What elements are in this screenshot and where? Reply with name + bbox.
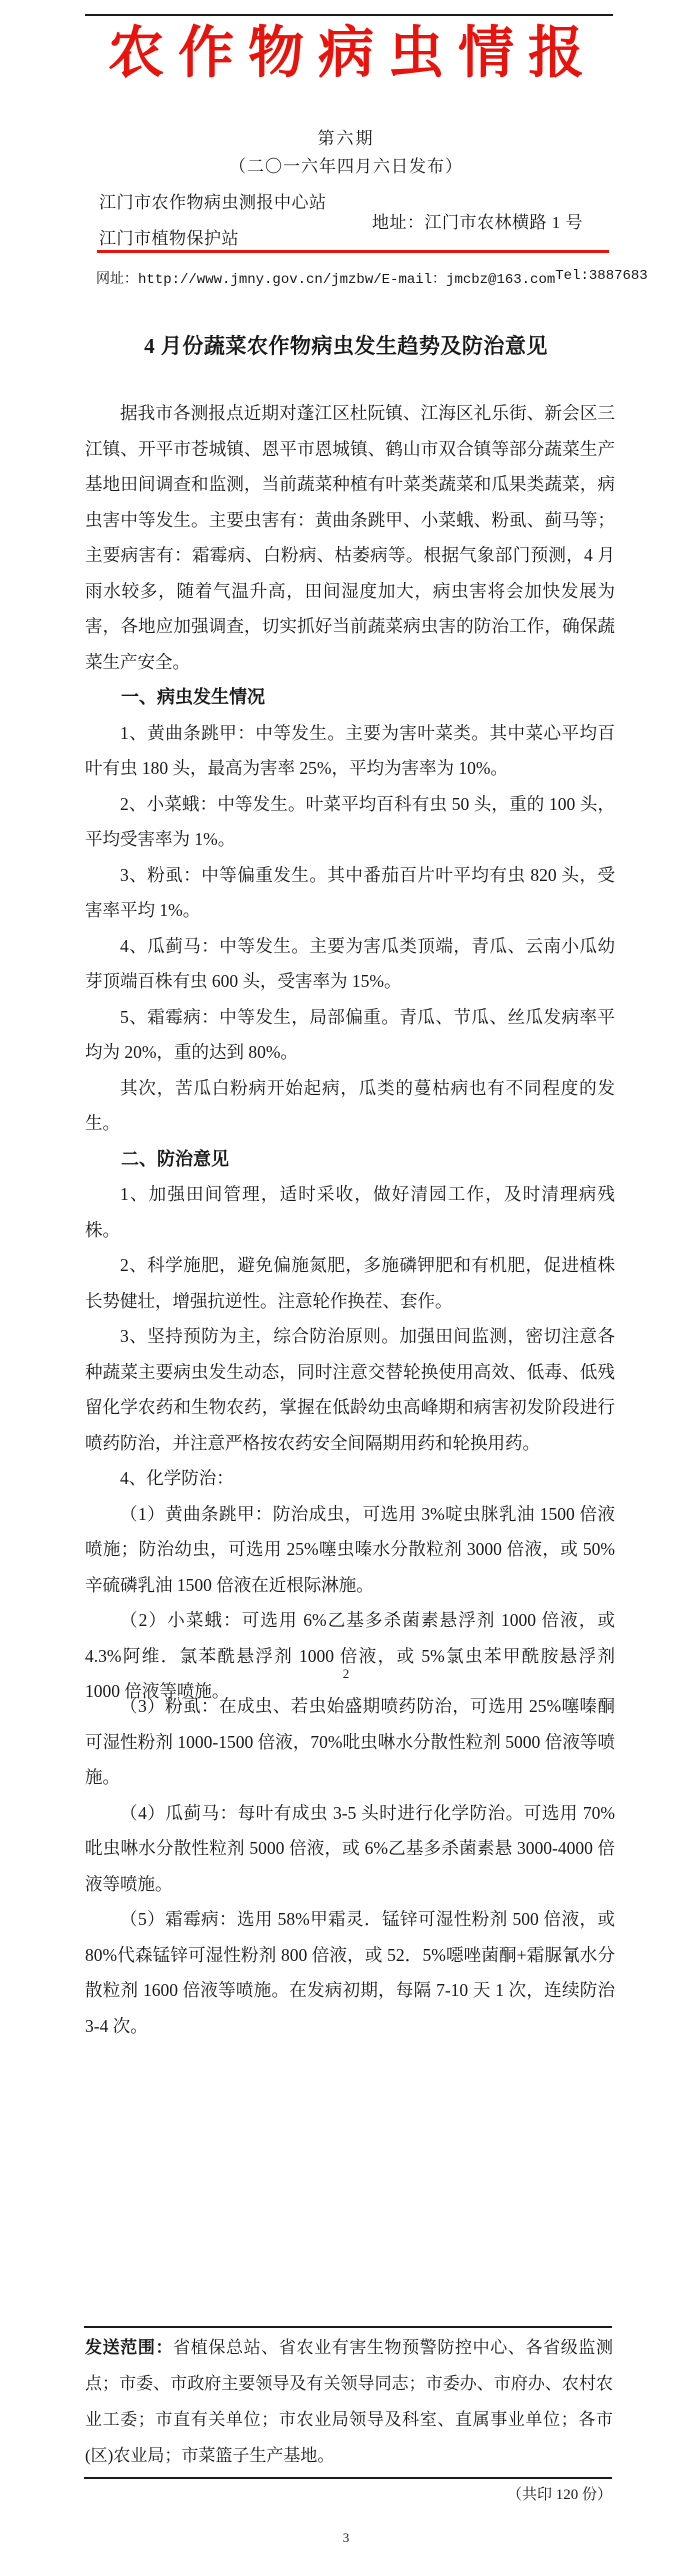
control-item: （3）粉虱：在成虫、若虫始盛期喷药防治，可选用 25%噻嗪酮可湿性粉剂 1000-1500 倍液，70%吡虫啉水分散性粒剂 5000 倍液等喷施。 [85,1696,615,1787]
pest-item: 1、黄曲条跳甲：中等发生。主要为害叶菜类。其中菜心平均百叶有虫 180 头，最高为害率 25%，平均为害率为 10%。 [85,722,615,778]
pest-item: 其次，苦瓜白粉病开始起病，瓜类的蔓枯病也有不同程度的发生。 [85,1077,615,1133]
pest-item: 2、小菜蛾：中等发生。叶菜平均百科有虫 50 头，重的 100 头，平均受害率为 1%。 [85,793,615,849]
page-2-number: 2 [342,1666,350,1681]
distribution-scope [85,2330,613,2474]
section-1-heading: 一、病虫发生情况 [121,687,265,707]
copies-note: （共印 120 份） [506,2487,612,2503]
telephone: Tel:3887683 [555,268,648,284]
website-url: 网址：http://www.jmny.gov.cn/jmzbw/ [96,272,382,288]
issue-number: 第六期 [317,129,375,148]
footer-bottom-rule [84,2477,612,2479]
contact-row [96,268,648,288]
page-3-number: 3 [342,2530,350,2545]
control-item: 3、坚持预防为主，综合防治原则。加强田间监测，密切注意各种蔬菜主要病虫发生动态，同时注意交替轮换使用高效、低毒、低残留化学农药和生物农药，掌握在低龄幼虫高峰期和病害初发阶段进行喷药防治，并注意严格按农药安全间隔期用药和轮换用药。 [85,1326,615,1453]
email-address: E-mail：jmcbz@163.com [381,272,556,288]
distribution-scope-label: 发送范围： [85,2338,174,2357]
masthead-title: 农作物病虫情报 [108,23,598,85]
footer-top-rule [84,2326,612,2328]
article-body-page2 [85,1689,615,2044]
control-item: （5）霜霉病：选用 58%甲霜灵．锰锌可湿性粉剂 500 倍液，或 80%代森锰锌可湿性粉剂 800 倍液，或 52．5%噁唑菌酮+霜脲氰水分散粒剂 1600 倍液等喷施。在发病初期，每隔 7-10 天 1 次，连续防治 3-4 次。 [85,1909,615,2036]
pest-item: 4、瓜蓟马：中等发生。主要为害瓜类顶端，青瓜、云南小瓜幼芽顶端百株有虫 600 头，受害率为 15%。 [85,935,615,991]
article-body-page1 [85,396,615,1710]
org-address: 地址：江门市农林横路 1 号 [372,213,583,232]
control-item: 4、化学防治： [120,1468,234,1488]
section-2-heading: 二、防治意见 [121,1148,229,1169]
distribution-scope-text: 省植保总站、省农业有害生物预警防控中心、各省级监测点；市委、市政府主要领导及有关领导同志；市委办、市府办、农村农业工委；市直有关单位；市农业局领导及科室、直属事业单位；各市(区)农业局；市菜篮子生产基地。 [85,2338,614,2465]
control-item: （1）黄曲条跳甲：防治成虫，可选用 3%啶虫脒乳油 1500 倍液喷施；防治幼虫，可选用 25%噻虫嗪水分散粒剂 3000 倍液，或 50%辛硫磷乳油 1500 倍液在近根际淋施。 [85,1503,615,1595]
pest-item: 3、粉虱：中等偏重发生。其中番茄百片叶平均有虫 820 头，受害率平均 1%。 [85,864,615,920]
publish-date: （二〇一六年四月六日发布） [229,157,463,176]
org-name-secondary: 江门市植物保护站 [99,229,239,248]
control-item: 1、加强田间管理，适时采收，做好清园工作，及时清理病残株。 [85,1184,615,1240]
masthead-red-rule [97,250,609,253]
pest-item: 5、霜霉病：中等发生，局部偏重。青瓜、节瓜、丝瓜发病率平均为 20%，重的达到 80%。 [85,1006,615,1062]
control-item: （4）瓜蓟马：每叶有成虫 3-5 头时进行化学防治。可选用 70%吡虫啉水分散性粒剂 5000 倍液，或 6%乙基多杀菌素悬 3000-4000 倍液等喷施。 [85,1802,615,1894]
org-name-primary: 江门市农作物病虫测报中心站 [99,193,327,212]
control-item: （2）小菜蛾：可选用 6%乙基多杀菌素悬浮剂 1000 倍液，或 4.3%阿维．氯苯酰悬浮剂 1000 倍液，或 5%氯虫苯甲酰胺悬浮剂 1000 倍液等喷施。 [85,1610,615,1701]
article-title: 4 月份蔬菜农作物病虫发生趋势及防治意见 [144,334,548,358]
control-item: 2、科学施肥，避免偏施氮肥，多施磷钾肥和有机肥，促进植株长势健壮，增强抗逆性。注意轮作换茬、套作。 [85,1255,615,1311]
intro-paragraph: 据我市各测报点近期对蓬江区杜阮镇、江海区礼乐街、新会区三江镇、开平市苍城镇、恩平市恩城镇、鹤山市双合镇等部分蔬菜生产基地田间调查和监测，当前蔬菜种植有叶菜类蔬菜和瓜果类蔬菜，病虫害中等发生。主要虫害有：黄曲条跳甲、小菜蛾、粉虱、蓟马等；主要病害有：霜霉病、白粉病、枯萎病等。根据气象部门预测，4 月雨水较多，随着气温升高，田间湿度加大，病虫害将会加快发展为害，各地应加强调查，切实抓好当前蔬菜病虫害的防治工作，确保蔬菜生产安全。 [85,403,615,672]
masthead-top-rule [85,14,613,16]
